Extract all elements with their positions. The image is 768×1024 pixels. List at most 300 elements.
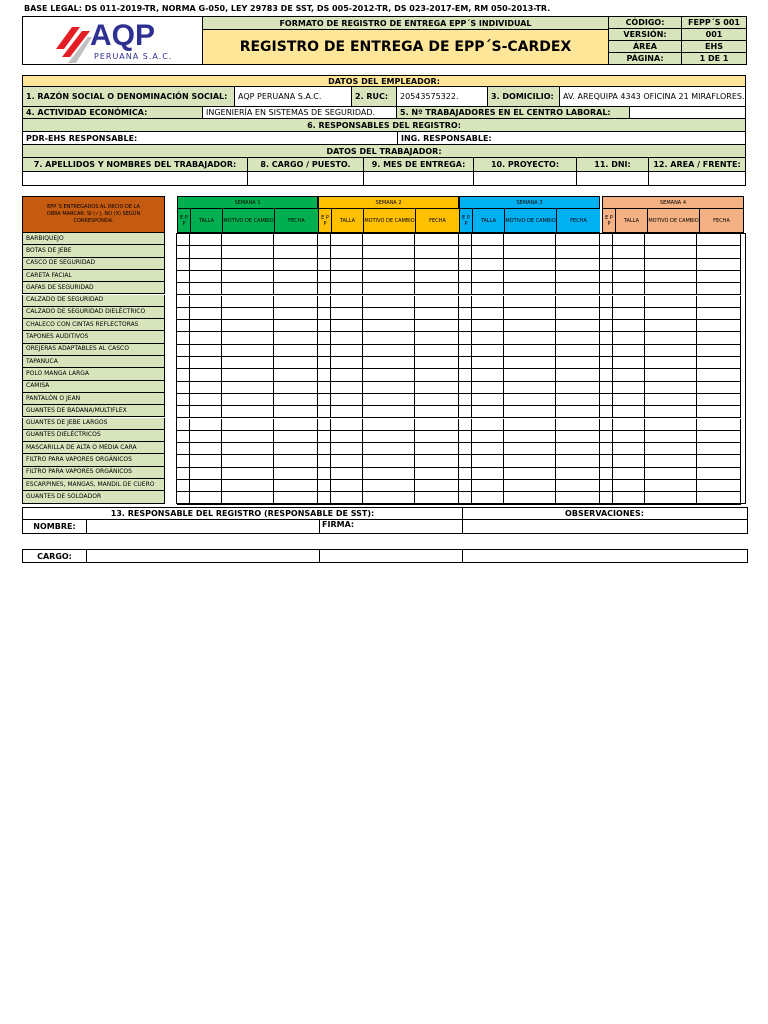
grid-cell-motivo[interactable]	[504, 271, 556, 283]
grid-cell-motivo[interactable]	[222, 345, 274, 357]
grid-cell-talla[interactable]	[472, 357, 504, 369]
grid-cell-epp[interactable]	[459, 296, 472, 308]
grid-cell-motivo[interactable]	[363, 419, 415, 431]
grid-cell-talla[interactable]	[190, 332, 222, 344]
grid-cell-talla[interactable]	[331, 406, 363, 418]
grid-cell-epp[interactable]	[177, 480, 190, 492]
grid-cell-fecha[interactable]	[556, 431, 600, 443]
grid-cell-epp[interactable]	[600, 443, 613, 455]
grid-cell-fecha[interactable]	[274, 296, 318, 308]
grid-cell-fecha[interactable]	[415, 382, 459, 394]
grid-cell-epp[interactable]	[318, 369, 331, 381]
grid-cell-fecha[interactable]	[697, 369, 741, 381]
cargo-field[interactable]	[87, 549, 320, 563]
grid-cell-motivo[interactable]	[222, 296, 274, 308]
grid-cell-fecha[interactable]	[415, 259, 459, 271]
grid-cell-motivo[interactable]	[222, 369, 274, 381]
grid-cell-epp[interactable]	[600, 394, 613, 406]
grid-cell-talla[interactable]	[190, 382, 222, 394]
grid-cell-epp[interactable]	[459, 394, 472, 406]
grid-cell-epp[interactable]	[318, 443, 331, 455]
grid-cell-fecha[interactable]	[556, 296, 600, 308]
razon-social-field[interactable]: AQP PERUANA S.A.C.	[235, 87, 352, 107]
grid-cell-fecha[interactable]	[415, 431, 459, 443]
grid-cell-fecha[interactable]	[697, 308, 741, 320]
grid-cell-fecha[interactable]	[697, 492, 741, 504]
grid-cell-epp[interactable]	[600, 431, 613, 443]
grid-cell-talla[interactable]	[613, 308, 645, 320]
grid-cell-fecha[interactable]	[415, 320, 459, 332]
grid-cell-talla[interactable]	[613, 431, 645, 443]
grid-cell-epp[interactable]	[600, 234, 613, 246]
grid-cell-fecha[interactable]	[556, 234, 600, 246]
grid-cell-fecha[interactable]	[274, 345, 318, 357]
grid-cell-epp[interactable]	[459, 345, 472, 357]
grid-cell-motivo[interactable]	[222, 468, 274, 480]
grid-cell-talla[interactable]	[613, 406, 645, 418]
grid-cell-motivo[interactable]	[363, 394, 415, 406]
observaciones-field[interactable]	[463, 520, 748, 534]
grid-cell-epp[interactable]	[318, 320, 331, 332]
grid-cell-motivo[interactable]	[504, 443, 556, 455]
grid-cell-talla[interactable]	[190, 455, 222, 467]
grid-cell-motivo[interactable]	[645, 345, 697, 357]
grid-cell-fecha[interactable]	[556, 283, 600, 295]
grid-cell-epp[interactable]	[600, 296, 613, 308]
grid-cell-motivo[interactable]	[645, 259, 697, 271]
grid-cell-motivo[interactable]	[363, 320, 415, 332]
grid-cell-fecha[interactable]	[556, 345, 600, 357]
grid-cell-epp[interactable]	[318, 419, 331, 431]
grid-cell-motivo[interactable]	[363, 369, 415, 381]
grid-cell-epp[interactable]	[177, 406, 190, 418]
grid-cell-epp[interactable]	[459, 308, 472, 320]
grid-cell-fecha[interactable]	[556, 443, 600, 455]
grid-cell-epp[interactable]	[177, 455, 190, 467]
grid-cell-epp[interactable]	[177, 296, 190, 308]
grid-cell-fecha[interactable]	[415, 332, 459, 344]
grid-cell-fecha[interactable]	[556, 480, 600, 492]
grid-cell-motivo[interactable]	[222, 492, 274, 504]
grid-cell-motivo[interactable]	[645, 357, 697, 369]
grid-cell-motivo[interactable]	[504, 492, 556, 504]
trabajadores-field[interactable]	[630, 107, 746, 119]
grid-cell-epp[interactable]	[177, 308, 190, 320]
grid-cell-epp[interactable]	[177, 468, 190, 480]
grid-cell-motivo[interactable]	[645, 382, 697, 394]
grid-cell-fecha[interactable]	[274, 259, 318, 271]
cargo-extra-field[interactable]	[320, 549, 463, 563]
grid-cell-fecha[interactable]	[415, 419, 459, 431]
grid-cell-motivo[interactable]	[222, 406, 274, 418]
grid-cell-talla[interactable]	[331, 259, 363, 271]
grid-cell-epp[interactable]	[459, 382, 472, 394]
grid-cell-talla[interactable]	[331, 480, 363, 492]
grid-cell-motivo[interactable]	[222, 455, 274, 467]
grid-cell-talla[interactable]	[613, 468, 645, 480]
grid-cell-talla[interactable]	[190, 320, 222, 332]
domicilio-field[interactable]: AV. AREQUIPA 4343 OFICINA 21 MIRAFLORES.	[560, 87, 746, 107]
grid-cell-fecha[interactable]	[556, 394, 600, 406]
grid-cell-fecha[interactable]	[274, 283, 318, 295]
grid-cell-fecha[interactable]	[274, 234, 318, 246]
grid-cell-epp[interactable]	[318, 468, 331, 480]
grid-cell-fecha[interactable]	[556, 468, 600, 480]
grid-cell-fecha[interactable]	[415, 345, 459, 357]
grid-cell-motivo[interactable]	[645, 480, 697, 492]
grid-cell-epp[interactable]	[177, 382, 190, 394]
grid-cell-fecha[interactable]	[697, 443, 741, 455]
grid-cell-fecha[interactable]	[697, 332, 741, 344]
grid-cell-fecha[interactable]	[697, 271, 741, 283]
grid-cell-fecha[interactable]	[556, 419, 600, 431]
grid-cell-epp[interactable]	[177, 271, 190, 283]
grid-cell-fecha[interactable]	[415, 455, 459, 467]
grid-cell-fecha[interactable]	[697, 468, 741, 480]
grid-cell-epp[interactable]	[318, 357, 331, 369]
grid-cell-motivo[interactable]	[222, 443, 274, 455]
grid-cell-talla[interactable]	[472, 332, 504, 344]
grid-cell-motivo[interactable]	[645, 406, 697, 418]
grid-cell-talla[interactable]	[331, 468, 363, 480]
grid-cell-motivo[interactable]	[363, 246, 415, 258]
grid-cell-fecha[interactable]	[556, 246, 600, 258]
grid-cell-motivo[interactable]	[222, 431, 274, 443]
ruc-field[interactable]: 20543575322.	[397, 87, 488, 107]
grid-cell-fecha[interactable]	[697, 406, 741, 418]
grid-cell-talla[interactable]	[613, 443, 645, 455]
grid-cell-epp[interactable]	[318, 308, 331, 320]
grid-cell-epp[interactable]	[600, 480, 613, 492]
grid-cell-talla[interactable]	[331, 443, 363, 455]
grid-cell-talla[interactable]	[472, 271, 504, 283]
grid-cell-talla[interactable]	[613, 382, 645, 394]
grid-cell-motivo[interactable]	[363, 468, 415, 480]
grid-cell-motivo[interactable]	[363, 382, 415, 394]
grid-cell-talla[interactable]	[190, 406, 222, 418]
grid-cell-fecha[interactable]	[274, 394, 318, 406]
grid-cell-talla[interactable]	[190, 357, 222, 369]
grid-cell-talla[interactable]	[613, 296, 645, 308]
grid-cell-fecha[interactable]	[415, 468, 459, 480]
grid-cell-motivo[interactable]	[504, 332, 556, 344]
ing-responsable-field[interactable]: ING. RESPONSABLE:	[398, 132, 746, 145]
grid-cell-fecha[interactable]	[697, 382, 741, 394]
grid-cell-fecha[interactable]	[274, 332, 318, 344]
worker-nombres-input[interactable]	[22, 172, 248, 186]
grid-cell-talla[interactable]	[472, 492, 504, 504]
grid-cell-fecha[interactable]	[274, 443, 318, 455]
grid-cell-talla[interactable]	[472, 345, 504, 357]
grid-cell-talla[interactable]	[472, 443, 504, 455]
grid-cell-fecha[interactable]	[274, 480, 318, 492]
grid-cell-talla[interactable]	[613, 357, 645, 369]
grid-cell-talla[interactable]	[472, 308, 504, 320]
grid-cell-epp[interactable]	[318, 406, 331, 418]
grid-cell-talla[interactable]	[190, 369, 222, 381]
grid-cell-fecha[interactable]	[415, 308, 459, 320]
grid-cell-talla[interactable]	[190, 271, 222, 283]
grid-cell-talla[interactable]	[613, 283, 645, 295]
grid-cell-talla[interactable]	[613, 369, 645, 381]
grid-cell-motivo[interactable]	[504, 406, 556, 418]
grid-cell-motivo[interactable]	[645, 332, 697, 344]
grid-cell-epp[interactable]	[177, 357, 190, 369]
grid-cell-motivo[interactable]	[222, 357, 274, 369]
grid-cell-motivo[interactable]	[363, 308, 415, 320]
grid-cell-motivo[interactable]	[222, 419, 274, 431]
grid-cell-fecha[interactable]	[274, 382, 318, 394]
grid-cell-epp[interactable]	[177, 283, 190, 295]
grid-cell-fecha[interactable]	[697, 320, 741, 332]
grid-cell-talla[interactable]	[613, 480, 645, 492]
grid-cell-epp[interactable]	[600, 419, 613, 431]
grid-cell-motivo[interactable]	[363, 492, 415, 504]
grid-cell-epp[interactable]	[177, 394, 190, 406]
grid-cell-talla[interactable]	[331, 357, 363, 369]
grid-cell-talla[interactable]	[613, 455, 645, 467]
grid-cell-epp[interactable]	[600, 369, 613, 381]
grid-cell-fecha[interactable]	[556, 259, 600, 271]
grid-cell-fecha[interactable]	[274, 357, 318, 369]
grid-cell-talla[interactable]	[472, 246, 504, 258]
grid-cell-epp[interactable]	[459, 455, 472, 467]
grid-cell-talla[interactable]	[190, 480, 222, 492]
grid-cell-motivo[interactable]	[363, 259, 415, 271]
grid-cell-fecha[interactable]	[697, 357, 741, 369]
grid-cell-motivo[interactable]	[645, 468, 697, 480]
grid-cell-fecha[interactable]	[415, 394, 459, 406]
grid-cell-motivo[interactable]	[363, 332, 415, 344]
grid-cell-talla[interactable]	[331, 308, 363, 320]
grid-cell-fecha[interactable]	[697, 259, 741, 271]
grid-cell-epp[interactable]	[459, 259, 472, 271]
grid-cell-motivo[interactable]	[363, 431, 415, 443]
grid-cell-motivo[interactable]	[645, 320, 697, 332]
grid-cell-talla[interactable]	[472, 431, 504, 443]
grid-cell-talla[interactable]	[190, 492, 222, 504]
grid-cell-epp[interactable]	[459, 357, 472, 369]
grid-cell-epp[interactable]	[318, 345, 331, 357]
grid-cell-epp[interactable]	[177, 345, 190, 357]
grid-cell-talla[interactable]	[331, 382, 363, 394]
grid-cell-talla[interactable]	[331, 345, 363, 357]
grid-cell-fecha[interactable]	[556, 369, 600, 381]
grid-cell-talla[interactable]	[190, 468, 222, 480]
grid-cell-motivo[interactable]	[222, 271, 274, 283]
grid-cell-fecha[interactable]	[415, 283, 459, 295]
grid-cell-epp[interactable]	[600, 332, 613, 344]
grid-cell-epp[interactable]	[600, 382, 613, 394]
grid-cell-motivo[interactable]	[645, 271, 697, 283]
grid-cell-motivo[interactable]	[363, 345, 415, 357]
grid-cell-epp[interactable]	[459, 234, 472, 246]
grid-cell-motivo[interactable]	[645, 443, 697, 455]
grid-cell-epp[interactable]	[600, 468, 613, 480]
grid-cell-motivo[interactable]	[645, 431, 697, 443]
grid-cell-epp[interactable]	[177, 320, 190, 332]
cargo-obs-field[interactable]	[463, 549, 748, 563]
grid-cell-fecha[interactable]	[556, 271, 600, 283]
grid-cell-fecha[interactable]	[415, 443, 459, 455]
grid-cell-motivo[interactable]	[504, 369, 556, 381]
grid-cell-epp[interactable]	[177, 419, 190, 431]
grid-cell-fecha[interactable]	[697, 296, 741, 308]
grid-cell-talla[interactable]	[331, 234, 363, 246]
grid-cell-motivo[interactable]	[222, 394, 274, 406]
worker-proyecto-input[interactable]	[474, 172, 577, 186]
grid-cell-fecha[interactable]	[697, 394, 741, 406]
grid-cell-epp[interactable]	[600, 308, 613, 320]
grid-cell-motivo[interactable]	[363, 443, 415, 455]
grid-cell-motivo[interactable]	[504, 394, 556, 406]
worker-dni-input[interactable]	[577, 172, 649, 186]
grid-cell-talla[interactable]	[472, 234, 504, 246]
grid-cell-talla[interactable]	[190, 308, 222, 320]
grid-cell-fecha[interactable]	[415, 357, 459, 369]
grid-cell-fecha[interactable]	[697, 345, 741, 357]
grid-cell-talla[interactable]	[331, 419, 363, 431]
grid-cell-talla[interactable]	[331, 271, 363, 283]
grid-cell-motivo[interactable]	[504, 357, 556, 369]
grid-cell-fecha[interactable]	[556, 357, 600, 369]
grid-cell-fecha[interactable]	[274, 308, 318, 320]
grid-cell-talla[interactable]	[613, 492, 645, 504]
grid-cell-fecha[interactable]	[556, 455, 600, 467]
grid-cell-motivo[interactable]	[363, 283, 415, 295]
grid-cell-motivo[interactable]	[222, 320, 274, 332]
grid-cell-talla[interactable]	[472, 382, 504, 394]
grid-cell-motivo[interactable]	[363, 234, 415, 246]
grid-cell-motivo[interactable]	[504, 455, 556, 467]
grid-cell-talla[interactable]	[331, 455, 363, 467]
grid-cell-talla[interactable]	[613, 271, 645, 283]
grid-cell-fecha[interactable]	[697, 455, 741, 467]
grid-cell-motivo[interactable]	[504, 283, 556, 295]
grid-cell-talla[interactable]	[613, 246, 645, 258]
grid-cell-epp[interactable]	[177, 492, 190, 504]
grid-cell-motivo[interactable]	[504, 259, 556, 271]
grid-cell-fecha[interactable]	[274, 492, 318, 504]
grid-cell-epp[interactable]	[600, 320, 613, 332]
grid-cell-talla[interactable]	[190, 431, 222, 443]
grid-cell-motivo[interactable]	[504, 345, 556, 357]
grid-cell-fecha[interactable]	[697, 246, 741, 258]
grid-cell-talla[interactable]	[472, 283, 504, 295]
grid-cell-talla[interactable]	[472, 259, 504, 271]
grid-cell-epp[interactable]	[459, 406, 472, 418]
grid-cell-motivo[interactable]	[222, 480, 274, 492]
grid-cell-talla[interactable]	[331, 296, 363, 308]
grid-cell-fecha[interactable]	[697, 419, 741, 431]
grid-cell-motivo[interactable]	[645, 246, 697, 258]
grid-cell-epp[interactable]	[459, 468, 472, 480]
worker-cargo-input[interactable]	[248, 172, 364, 186]
grid-cell-fecha[interactable]	[274, 468, 318, 480]
grid-cell-epp[interactable]	[318, 259, 331, 271]
grid-cell-epp[interactable]	[459, 271, 472, 283]
grid-cell-motivo[interactable]	[504, 431, 556, 443]
grid-cell-epp[interactable]	[318, 234, 331, 246]
grid-cell-epp[interactable]	[318, 246, 331, 258]
grid-cell-motivo[interactable]	[504, 468, 556, 480]
grid-cell-epp[interactable]	[177, 234, 190, 246]
grid-cell-talla[interactable]	[331, 431, 363, 443]
grid-cell-motivo[interactable]	[645, 234, 697, 246]
grid-cell-motivo[interactable]	[645, 369, 697, 381]
grid-cell-epp[interactable]	[600, 406, 613, 418]
grid-cell-epp[interactable]	[177, 246, 190, 258]
grid-cell-fecha[interactable]	[415, 480, 459, 492]
grid-cell-talla[interactable]	[331, 492, 363, 504]
grid-cell-epp[interactable]	[459, 492, 472, 504]
grid-cell-fecha[interactable]	[697, 480, 741, 492]
grid-cell-motivo[interactable]	[222, 382, 274, 394]
grid-cell-talla[interactable]	[190, 345, 222, 357]
grid-cell-epp[interactable]	[600, 455, 613, 467]
grid-cell-epp[interactable]	[600, 246, 613, 258]
grid-cell-talla[interactable]	[331, 320, 363, 332]
grid-cell-fecha[interactable]	[415, 246, 459, 258]
grid-cell-motivo[interactable]	[363, 357, 415, 369]
grid-cell-motivo[interactable]	[504, 419, 556, 431]
grid-cell-epp[interactable]	[177, 443, 190, 455]
grid-cell-motivo[interactable]	[645, 492, 697, 504]
grid-cell-epp[interactable]	[318, 492, 331, 504]
grid-cell-fecha[interactable]	[274, 419, 318, 431]
grid-cell-epp[interactable]	[459, 443, 472, 455]
grid-cell-epp[interactable]	[177, 259, 190, 271]
grid-cell-motivo[interactable]	[363, 406, 415, 418]
grid-cell-epp[interactable]	[318, 271, 331, 283]
grid-cell-fecha[interactable]	[556, 332, 600, 344]
grid-cell-epp[interactable]	[600, 345, 613, 357]
grid-cell-talla[interactable]	[472, 480, 504, 492]
grid-cell-epp[interactable]	[459, 283, 472, 295]
grid-cell-talla[interactable]	[190, 419, 222, 431]
grid-cell-motivo[interactable]	[222, 234, 274, 246]
grid-cell-fecha[interactable]	[274, 369, 318, 381]
grid-cell-talla[interactable]	[472, 394, 504, 406]
grid-cell-epp[interactable]	[459, 320, 472, 332]
grid-cell-fecha[interactable]	[556, 382, 600, 394]
grid-cell-epp[interactable]	[177, 431, 190, 443]
grid-cell-talla[interactable]	[472, 406, 504, 418]
grid-cell-talla[interactable]	[331, 369, 363, 381]
grid-cell-motivo[interactable]	[363, 480, 415, 492]
grid-cell-motivo[interactable]	[645, 419, 697, 431]
grid-cell-talla[interactable]	[613, 345, 645, 357]
grid-cell-fecha[interactable]	[274, 406, 318, 418]
grid-cell-fecha[interactable]	[556, 320, 600, 332]
grid-cell-motivo[interactable]	[645, 455, 697, 467]
grid-cell-epp[interactable]	[600, 492, 613, 504]
grid-cell-fecha[interactable]	[415, 369, 459, 381]
grid-cell-motivo[interactable]	[645, 283, 697, 295]
grid-cell-motivo[interactable]	[645, 394, 697, 406]
grid-cell-talla[interactable]	[190, 234, 222, 246]
grid-cell-fecha[interactable]	[274, 246, 318, 258]
grid-cell-epp[interactable]	[600, 271, 613, 283]
grid-cell-epp[interactable]	[318, 431, 331, 443]
grid-cell-motivo[interactable]	[222, 246, 274, 258]
grid-cell-fecha[interactable]	[697, 234, 741, 246]
grid-cell-epp[interactable]	[177, 369, 190, 381]
grid-cell-fecha[interactable]	[697, 431, 741, 443]
grid-cell-fecha[interactable]	[697, 283, 741, 295]
grid-cell-motivo[interactable]	[504, 296, 556, 308]
grid-cell-epp[interactable]	[459, 431, 472, 443]
